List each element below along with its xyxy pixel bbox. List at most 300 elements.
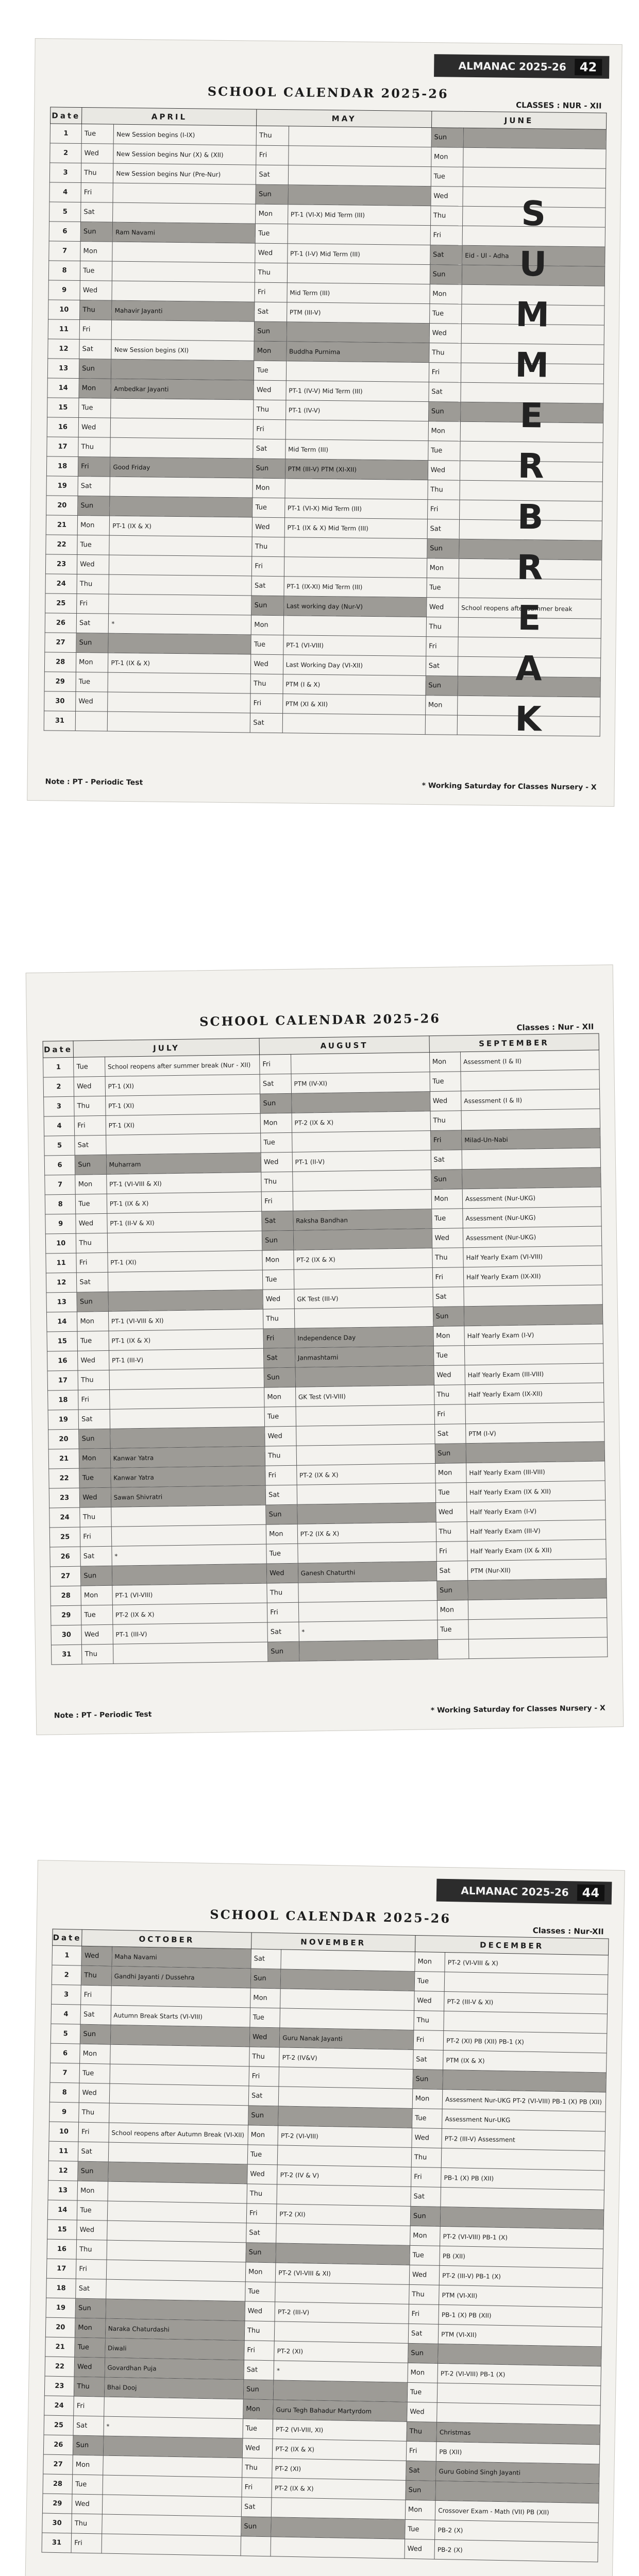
event-cell: PT-2 (IV&V) <box>279 2047 413 2070</box>
event-cell: Ganesh Chaturthi <box>298 1562 436 1583</box>
weekday-cell: Tue <box>430 1072 461 1092</box>
event-cell <box>462 1167 601 1189</box>
event-cell <box>108 2162 247 2184</box>
date-cell: 11 <box>48 319 80 340</box>
weekday-cell: Mon <box>75 1174 107 1194</box>
event-cell <box>294 1307 433 1329</box>
weekday-cell: Sat <box>251 576 284 596</box>
weekday-cell: Wed <box>242 2438 273 2459</box>
date-cell: 3 <box>49 163 81 183</box>
event-cell: Half Yearly Exam (I-V) <box>464 1324 603 1346</box>
weekday-cell: Thu <box>249 2047 280 2067</box>
event-cell <box>108 672 250 693</box>
weekday-cell: Sun <box>428 402 461 422</box>
event-cell: Assessment (I & II) <box>461 1089 600 1111</box>
weekday-cell: Sat <box>75 1135 106 1155</box>
event-cell <box>283 616 426 637</box>
weekday-cell: Wed <box>263 1289 294 1309</box>
weekday-cell: Sun <box>78 2161 108 2181</box>
event-cell <box>298 1601 437 1622</box>
weekday-cell: Tue <box>79 2063 110 2083</box>
date-cell: 26 <box>45 613 77 633</box>
event-cell: Last working day (Nur-V) <box>283 596 426 617</box>
event-cell: PT-1 (II-V & XI) <box>107 1211 262 1233</box>
weekday-cell: Sat <box>73 2416 104 2436</box>
weekday-cell: Sat <box>80 1546 112 1566</box>
event-cell: PT-1 (IX & X) Mid Term (III) <box>284 518 427 539</box>
almanac-header <box>434 54 609 79</box>
weekday-cell: Wed <box>429 324 462 344</box>
weekday-cell: Tue <box>76 1194 107 1214</box>
event-cell: PT-2 (III-V) PB-1 (X) <box>439 2265 602 2288</box>
date-cell: 5 <box>49 202 81 222</box>
event-cell: Guru Gobind Singh Jayanti <box>436 2461 599 2484</box>
weekday-cell: Fri <box>411 2167 441 2187</box>
event-cell <box>280 1989 414 2011</box>
weekday-cell: Sat <box>427 519 460 539</box>
event-cell: PT-1 (III-V) <box>113 1622 268 1644</box>
event-cell <box>111 359 254 380</box>
event-cell: Gandhi Jayanti / Dussehra <box>111 1966 251 1988</box>
weekday-cell: Fri <box>79 320 112 340</box>
weekday-cell: Sun <box>430 265 462 285</box>
weekday-cell: Sun <box>243 2380 274 2400</box>
weekday-cell: Fri <box>252 556 284 577</box>
event-cell <box>284 557 427 578</box>
weekday-cell: Sat <box>267 1622 299 1642</box>
event-cell <box>293 1190 431 1211</box>
weekday-cell: Tue <box>77 2200 108 2221</box>
weekday-cell: Sat <box>406 2461 436 2481</box>
weekday-cell: Sun <box>79 359 111 379</box>
event-cell: Govardhan Puja <box>105 2358 244 2380</box>
date-cell: 10 <box>48 300 80 320</box>
event-cell <box>281 1950 415 1972</box>
weekday-cell: Sun <box>241 2517 272 2537</box>
weekday-cell: Sun <box>251 596 284 616</box>
month-header: DECEMBER <box>415 1935 609 1955</box>
weekday-cell: Thu <box>76 1233 108 1253</box>
page-number: 44 <box>577 1884 604 1901</box>
footnote-left: Note : PT - Periodic Test <box>45 777 143 787</box>
event-cell <box>278 2106 412 2128</box>
banner-letter: M <box>515 294 550 335</box>
event-cell <box>292 1170 431 1192</box>
weekday-cell: Mon <box>250 1988 280 2008</box>
almanac-title: ALMANAC 2025-26 <box>458 59 566 73</box>
weekday-cell: Tue <box>250 2008 280 2028</box>
date-cell: 3 <box>44 1096 75 1116</box>
event-cell <box>465 1402 604 1424</box>
weekday-cell: Wed <box>266 1563 298 1583</box>
event-cell: PB (XII) <box>436 2442 599 2464</box>
weekday-cell: Sat <box>436 1561 468 1581</box>
weekday-cell: Fri <box>432 1267 464 1287</box>
date-cell: 9 <box>45 1214 76 1234</box>
date-cell: 14 <box>46 1312 77 1332</box>
event-cell <box>110 477 253 498</box>
weekday-cell: Thu <box>411 2147 442 2167</box>
event-cell <box>112 1564 267 1585</box>
weekday-cell: Mon <box>77 2181 108 2201</box>
weekday-cell: Wed <box>434 1365 465 1385</box>
weekday-cell: Fri <box>246 2204 277 2224</box>
weekday-cell: Mon <box>408 2363 438 2383</box>
weekday-cell: Tue <box>254 361 287 381</box>
weekday-cell: Tue <box>431 1209 463 1229</box>
event-cell <box>468 1637 607 1659</box>
weekday-cell: Sat <box>76 613 109 633</box>
event-cell <box>276 2243 410 2265</box>
date-cell: 25 <box>44 2415 74 2435</box>
event-cell <box>276 2224 410 2246</box>
event-cell: Mahavir Jayanti <box>112 300 255 321</box>
calendar-page-oct-dec <box>24 1860 625 2576</box>
event-cell <box>112 261 255 282</box>
event-cell: Christmas <box>436 2422 600 2445</box>
weekday-cell: Wed <box>265 1426 296 1446</box>
date-cell: 4 <box>51 2004 81 2024</box>
date-cell: 20 <box>48 1429 79 1449</box>
event-cell: PT-1 (VI-VIII & XI) <box>108 1309 263 1331</box>
weekday-cell: Fri <box>74 2396 104 2416</box>
event-cell <box>464 1344 603 1365</box>
weekday-cell: Tue <box>74 1057 105 1077</box>
weekday-cell: Tue <box>428 441 460 461</box>
date-cell: 29 <box>44 672 76 692</box>
weekday-cell: Fri <box>265 1465 297 1485</box>
weekday-cell <box>75 711 108 731</box>
event-cell: PB-2 (X) <box>434 2539 598 2562</box>
event-cell <box>438 2344 601 2366</box>
date-cell: 30 <box>42 2513 72 2533</box>
event-cell: Half Yearly Exam (IX & XII) <box>467 1539 606 1561</box>
event-cell: PTM (Nur-XII) <box>467 1559 606 1581</box>
weekday-cell: Mon <box>433 1326 464 1346</box>
month-header: NOVEMBER <box>251 1933 415 1952</box>
event-cell <box>464 1285 602 1307</box>
weekday-cell: Sun <box>260 1093 292 1113</box>
event-cell: Half Yearly Exam (III-VIII) <box>465 1363 603 1385</box>
event-cell <box>109 535 252 556</box>
weekday-cell: Tue <box>243 2419 273 2439</box>
weekday-cell: Sun <box>246 2243 276 2263</box>
event-cell <box>298 1581 436 1603</box>
weekday-cell: Wed <box>80 1487 111 1507</box>
date-cell: 11 <box>46 1253 77 1273</box>
date-cell: 25 <box>45 594 77 614</box>
event-cell: Assessment (Nur-UKG) <box>462 1187 601 1209</box>
weekday-cell: Sun <box>79 1429 110 1449</box>
event-cell: Mid Term (III) <box>285 439 428 461</box>
event-cell: * <box>299 1620 438 1642</box>
weekday-cell: Fri <box>254 419 286 439</box>
weekday-cell: Wed <box>76 1213 107 1233</box>
event-cell: PT-1 (VI-X) Mid Term (III) <box>284 498 427 519</box>
weekday-cell: Tue <box>407 2382 438 2402</box>
event-cell <box>296 1405 434 1427</box>
weekday-cell: Mon <box>251 615 284 635</box>
event-cell <box>109 1368 264 1389</box>
event-cell <box>110 437 253 459</box>
event-cell: Raksha Bandhan <box>293 1209 431 1231</box>
weekday-cell: Wed <box>81 1624 113 1645</box>
weekday-cell: Tue <box>263 1269 294 1290</box>
weekday-cell: Mon <box>254 341 287 361</box>
weekday-cell: Wed <box>77 2220 107 2240</box>
date-cell: 5 <box>44 1136 75 1156</box>
weekday-cell: Mon <box>264 1387 296 1407</box>
weekday-cell: Sat <box>430 245 462 265</box>
weekday-cell: Wed <box>426 598 459 618</box>
date-cell: 16 <box>47 2239 77 2259</box>
weekday-cell: Wed <box>77 554 109 574</box>
event-cell <box>103 2475 242 2497</box>
weekday-cell: Thu <box>79 2103 109 2123</box>
event-cell: PT-2 (XI) PB (XII) PB-1 (X) <box>443 2030 607 2053</box>
event-cell: PTM (IX & X) <box>443 2050 607 2073</box>
event-cell <box>279 2067 413 2089</box>
date-cell: 29 <box>42 2494 72 2514</box>
weekday-cell: Sat <box>244 2360 274 2380</box>
event-cell <box>102 2514 241 2536</box>
month-header: SEPTEMBER <box>429 1033 599 1053</box>
weekday-cell <box>241 2536 271 2556</box>
banner-letter: R <box>517 446 544 486</box>
weekday-cell: Mon <box>80 242 113 262</box>
event-cell <box>112 320 255 341</box>
event-cell <box>109 1387 264 1409</box>
event-cell <box>295 1366 434 1387</box>
weekday-cell: Fri <box>74 1115 106 1136</box>
event-cell: Bhai Dooj <box>104 2377 244 2399</box>
weekday-cell: Fri <box>429 363 461 383</box>
event-cell: PTM (VI-XII) <box>438 2324 601 2347</box>
event-cell: Buddha Purnima <box>286 342 429 363</box>
event-cell <box>461 1070 599 1091</box>
weekday-cell: Wed <box>435 1502 467 1522</box>
classes-label: Classes : Nur - XII <box>516 1022 594 1032</box>
event-cell: New Session begins (I-IX) <box>114 124 257 145</box>
event-cell <box>110 2044 249 2066</box>
weekday-cell: Tue <box>79 398 111 418</box>
weekday-cell: Tue <box>410 2245 440 2265</box>
footnote <box>45 777 597 791</box>
weekday-cell: Fri <box>263 1328 295 1348</box>
date-cell: 18 <box>48 1390 79 1410</box>
weekday-cell: Thu <box>255 263 288 283</box>
weekday-cell: Sat <box>408 2324 439 2344</box>
weekday-cell: Wed <box>78 418 111 438</box>
event-cell <box>287 322 429 343</box>
weekday-cell: Tue <box>433 1346 465 1366</box>
event-cell <box>277 2184 411 2207</box>
weekday-cell: Tue <box>75 2337 105 2358</box>
event-cell: PT-2 (IX & X) <box>292 1111 430 1133</box>
month-header: JULY <box>73 1038 259 1057</box>
event-cell <box>464 1304 602 1326</box>
weekday-cell: Sat <box>76 2279 106 2299</box>
weekday-cell: Wed <box>430 1091 461 1111</box>
date-cell: 10 <box>49 2122 79 2142</box>
event-cell: PT-2 (VI-VIII) PB-1 (X) <box>438 2363 601 2386</box>
weekday-cell: Sat <box>78 476 110 496</box>
event-cell: PT-1 (XI) <box>105 1094 260 1115</box>
weekday-cell: Fri <box>430 226 463 246</box>
date-cell: 14 <box>47 2200 77 2220</box>
weekday-cell: Sat <box>248 2086 279 2106</box>
event-cell <box>289 126 431 147</box>
weekday-cell: Fri <box>78 456 110 477</box>
event-cell: Half Yearly Exam (I-V) <box>467 1500 606 1522</box>
weekday-cell: Wed <box>414 1991 444 2011</box>
date-cell: 21 <box>48 1449 79 1469</box>
weekday-cell: Thu <box>263 1309 295 1329</box>
event-cell <box>444 2011 607 2033</box>
weekday-cell: Fri <box>249 2066 279 2087</box>
weekday-cell: Sat <box>265 1485 297 1505</box>
weekday-cell: Fri <box>78 2122 109 2142</box>
weekday-cell: Sun <box>410 2206 441 2226</box>
event-cell: PTM (VI-XII) <box>439 2285 602 2308</box>
date-cell: 12 <box>46 1273 77 1293</box>
event-cell <box>113 202 256 224</box>
weekday-cell: Mon <box>248 2125 278 2145</box>
weekday-cell: Tue <box>435 1483 467 1503</box>
weekday-cell: Wed <box>412 2128 442 2148</box>
weekday-cell: Fri <box>260 1054 291 1074</box>
weekday-cell: Fri <box>261 1191 293 1211</box>
weekday-cell: Sun <box>433 1307 464 1327</box>
weekday-cell: Thu <box>432 1248 463 1268</box>
weekday-cell: Fri <box>81 183 113 203</box>
event-cell <box>108 1290 263 1311</box>
event-cell: School reopens after summer break <box>458 598 601 619</box>
date-cell: 15 <box>47 398 79 418</box>
event-cell <box>296 1425 434 1446</box>
date-header: Date <box>53 1929 82 1946</box>
weekday-cell: Thu <box>80 1507 111 1527</box>
weekday-cell: Mon <box>427 558 459 579</box>
weekday-cell: Fri <box>255 282 287 302</box>
weekday-cell: Fri <box>430 1130 462 1150</box>
event-cell: PT-2 (III-V & XI) <box>444 1991 608 2014</box>
event-cell <box>113 183 256 204</box>
weekday-cell: Sat <box>256 165 289 185</box>
date-cell: 16 <box>47 1351 78 1371</box>
weekday-cell: Wed <box>81 144 114 164</box>
event-cell: Assessment (Nur-UKG) <box>463 1226 601 1248</box>
weekday-cell: Fri <box>409 2304 439 2324</box>
weekday-cell: Wed <box>79 2083 110 2103</box>
date-cell: 31 <box>51 1645 82 1665</box>
event-cell <box>110 1427 265 1448</box>
weekday-cell: Thu <box>429 343 461 363</box>
weekday-cell: Thu <box>265 1446 296 1466</box>
event-cell: Half Yearly Exam (IX-XII) <box>465 1383 604 1404</box>
event-cell <box>285 420 428 441</box>
event-cell <box>463 147 606 168</box>
event-cell: Half Yearly Exam (VI-VIII) <box>463 1246 602 1267</box>
event-cell: PB-2 (X) <box>435 2520 598 2543</box>
date-cell: 9 <box>48 280 80 300</box>
event-cell <box>113 1642 268 1664</box>
weekday-cell: Sun <box>262 1230 293 1250</box>
event-cell <box>108 2142 248 2164</box>
weekday-cell: Fri <box>267 1602 299 1622</box>
event-cell <box>102 2534 241 2556</box>
event-cell: PT-1 (VI-VIII) <box>112 1583 267 1605</box>
event-cell <box>441 2148 604 2171</box>
month-header: JUNE <box>431 111 607 130</box>
date-cell: 27 <box>50 1566 81 1586</box>
event-cell: PT-1 (I-V) Mid Term (III) <box>287 244 430 265</box>
event-cell: PT-1 (II-V) <box>292 1150 431 1172</box>
event-cell: PT-2 (IX & X) <box>112 1603 267 1624</box>
date-cell: 20 <box>45 2317 75 2337</box>
page-number: 42 <box>575 59 602 76</box>
weekday-cell: Mon <box>431 1189 463 1209</box>
date-cell: 24 <box>45 574 77 594</box>
weekday-cell: Tue <box>81 124 114 144</box>
weekday-cell: Thu <box>78 437 111 457</box>
weekday-cell: Tue <box>256 224 288 244</box>
weekday-cell: Sat <box>264 1348 295 1368</box>
event-cell: * <box>274 2361 408 2383</box>
event-cell: Assessment (I & II) <box>460 1050 599 1072</box>
banner-letter: E <box>519 396 544 436</box>
date-cell: 23 <box>49 1488 80 1508</box>
weekday-cell: Wed <box>80 281 112 301</box>
calendar-title: SCHOOL CALENDAR 2025-26 <box>207 83 449 101</box>
weekday-cell: Thu <box>414 2010 444 2030</box>
event-cell <box>111 418 254 439</box>
event-cell: PT-1 (VI-X) Mid Term (III) <box>288 205 430 226</box>
weekday-cell: Thu <box>252 537 284 557</box>
weekday-cell: Tue <box>77 1331 109 1351</box>
weekday-cell: Tue <box>77 535 110 555</box>
event-cell: Mid Term (III) <box>287 283 430 304</box>
weekday-cell: Wed <box>245 2301 275 2321</box>
date-cell: 3 <box>52 1985 81 2005</box>
weekday-cell: Tue <box>80 261 112 281</box>
event-cell <box>468 1598 607 1620</box>
weekday-cell: Fri <box>76 1252 108 1273</box>
event-cell: Autumn Break Starts (VI-VIII) <box>111 2005 250 2027</box>
date-cell: 26 <box>50 1547 81 1567</box>
event-cell: PT-2 (XI) <box>277 2204 411 2226</box>
weekday-cell: Sat <box>434 1424 466 1444</box>
date-cell: 4 <box>49 182 81 202</box>
date-cell: 8 <box>48 261 80 281</box>
date-cell: 26 <box>43 2435 73 2455</box>
weekday-cell: Sun <box>431 1170 462 1190</box>
weekday-cell: Sun <box>76 633 109 653</box>
weekday-cell: Wed <box>431 187 463 207</box>
event-cell <box>463 167 606 188</box>
weekday-cell: Fri <box>71 2533 102 2553</box>
event-cell: School reopens after Autumn Break (VI-XII) <box>109 2123 248 2145</box>
event-cell: PTM (I-V) <box>466 1422 604 1444</box>
weekday-cell: Sun <box>264 1367 295 1387</box>
event-cell: PT-1 (IX & X) <box>109 1329 264 1350</box>
date-header: Date <box>43 1041 74 1058</box>
weekday-cell: Sun <box>426 676 458 696</box>
event-cell: PT-1 (IV-V) <box>285 400 428 421</box>
weekday-cell: Sun <box>248 2106 279 2126</box>
weekday-cell: Sun <box>266 1504 297 1524</box>
date-cell: 1 <box>50 124 82 144</box>
